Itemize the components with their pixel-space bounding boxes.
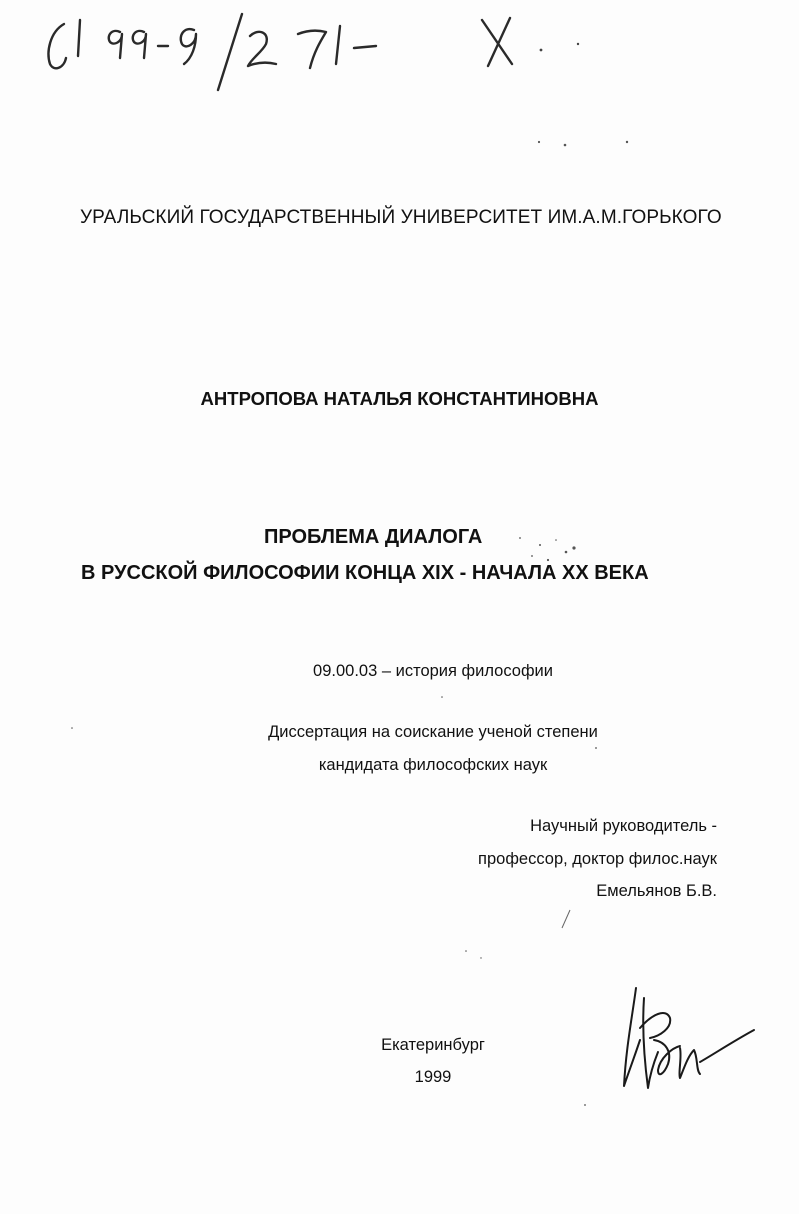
publication-year: 1999 [414, 1068, 452, 1086]
university-name: УРАЛЬСКИЙ ГОСУДАРСТВЕННЫЙ УНИВЕРСИТЕТ ИМ.А.М.ГОРЬКОГО [80, 207, 722, 228]
degree-statement-line-1: Диссертация на соискание ученой степени [268, 723, 598, 741]
degree-statement-line-2: кандидата философских наук [318, 756, 548, 774]
handwritten-signature-icon [614, 978, 764, 1098]
supervisor-name: Емельянов Б.В. [596, 882, 717, 900]
dissertation-title-line-2: В РУССКОЙ ФИЛОСОФИИ КОНЦА XIX - НАЧАЛА XX ВЕКА [81, 562, 649, 584]
specialty-code: 09.00.03 – история философии [313, 662, 553, 680]
handwritten-catalog-code-drawing [36, 6, 596, 96]
supervisor-title: профессор, доктор филос.наук [478, 850, 717, 868]
handwritten-catalog-code [36, 6, 596, 96]
supervisor-label: Научный руководитель - [530, 817, 717, 835]
dissertation-title-line-1: ПРОБЛЕМА ДИАЛОГА [264, 526, 483, 548]
city-name: Екатеринбург [381, 1036, 485, 1054]
author-name: АНТРОПОВА НАТАЛЬЯ КОНСТАНТИНОВНА [200, 388, 599, 409]
